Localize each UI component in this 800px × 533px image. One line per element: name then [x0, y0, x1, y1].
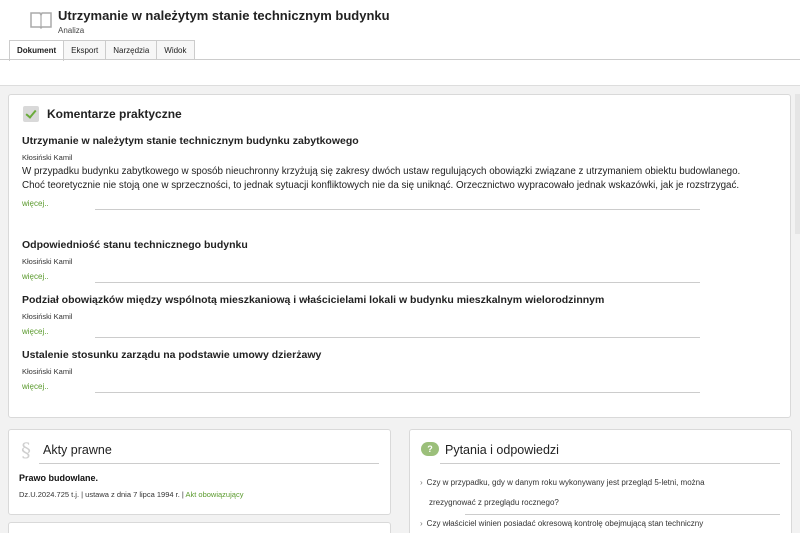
- comment-item: [22, 239, 782, 284]
- qa-item[interactable]: [420, 473, 780, 493]
- comment-excerpt: W przypadku budynku zabytkowego w sposób nieuchronny krzyżują się zakresy dwóch ustaw regulujących obowiązki związane z utrzymaniem obiektu budowlanego. Choć teoretycznie nie stoją one w sprzeczności, to jednak sytuacji konfliktowych nie da się uniknąć. Orzecznictwo wypracowało jednak wskazówki, jak je rozstrzygać.: [22, 166, 741, 191]
- comment-title[interactable]: Utrzymanie w należytym stanie technicznym budynku zabytkowego: [22, 135, 359, 147]
- comment-author: Kłosiński Kamil: [22, 312, 73, 321]
- more-link[interactable]: więcej..: [22, 327, 49, 336]
- scrollbar[interactable]: [795, 94, 800, 234]
- comment-author: Kłosiński Kamil: [22, 153, 73, 162]
- qa-panel: [409, 429, 792, 533]
- comment-author: Kłosiński Kamil: [22, 367, 73, 376]
- comment-item: [22, 349, 782, 394]
- legal-act-link[interactable]: Prawo budowlane.: [19, 473, 99, 483]
- comment-title[interactable]: Ustalenie stosunku zarządu na podstawie umowy dzierżawy: [22, 349, 322, 361]
- legal-act-meta: [19, 490, 243, 499]
- legal-act-status[interactable]: Akt obowiązujący: [185, 490, 244, 499]
- chevron-right-icon: ›: [420, 478, 423, 487]
- legal-acts-panel: [8, 429, 391, 515]
- qa-question: zrezygnować z przeglądu rocznego?: [429, 498, 559, 507]
- tab-narzedzia[interactable]: Narzędzia: [105, 40, 157, 60]
- book-icon: [30, 10, 52, 30]
- next-panel: [8, 522, 391, 533]
- tabs-divider: [0, 59, 800, 60]
- divider: [95, 209, 700, 210]
- tab-bar: [9, 40, 194, 60]
- more-row: [22, 272, 782, 284]
- more-row: [22, 327, 782, 339]
- comment-title[interactable]: Podział obowiązków między wspólnotą mieszkaniową i właścicielami lokali w budynku mieszkalnym wielorodzinnym: [22, 294, 605, 306]
- tab-widok[interactable]: Widok: [156, 40, 194, 60]
- divider: [95, 282, 700, 283]
- chevron-right-icon: ›: [420, 519, 423, 528]
- divider: [95, 337, 700, 338]
- document-header: [0, 0, 800, 86]
- more-row: [22, 382, 782, 394]
- tab-dokument[interactable]: Dokument: [9, 40, 64, 61]
- page-title: Utrzymanie w należytym stanie technicznym budynku: [58, 8, 390, 23]
- qa-title: Pytania i odpowiedzi: [445, 443, 559, 457]
- paragraph-icon: §: [21, 438, 31, 462]
- comment-item: [22, 135, 782, 211]
- more-link[interactable]: więcej..: [22, 272, 49, 281]
- legal-act-citation: Dz.U.2024.725 t.j. | ustawa z dnia 7 lipca 1994 r. |: [19, 490, 184, 499]
- qa-question: Czy właściciel winien posiadać okresową kontrolę obejmującą stan techniczny: [426, 519, 704, 528]
- tab-eksport[interactable]: Eksport: [63, 40, 106, 60]
- more-link[interactable]: więcej..: [22, 199, 49, 208]
- qa-item-continued[interactable]: [429, 493, 789, 513]
- comments-title: Komentarze praktyczne: [47, 107, 182, 121]
- divider: [39, 463, 379, 464]
- question-icon: ?: [421, 442, 439, 456]
- divider: [95, 392, 700, 393]
- legal-acts-title: Akty prawne: [43, 443, 112, 457]
- divider: [440, 463, 780, 464]
- comment-author: Kłosiński Kamil: [22, 257, 73, 266]
- comment-item: [22, 294, 782, 339]
- checkbox-icon: [23, 106, 39, 122]
- comment-title[interactable]: Odpowiedniość stanu technicznego budynku: [22, 239, 248, 251]
- more-row: [22, 199, 782, 211]
- more-link[interactable]: więcej..: [22, 382, 49, 391]
- qa-question: Czy w przypadku, gdy w danym roku wykonywany jest przegląd 5-letni, można: [426, 478, 705, 487]
- comments-panel: [8, 94, 791, 418]
- qa-item[interactable]: [420, 514, 780, 533]
- page-subtitle: Analiza: [58, 26, 85, 35]
